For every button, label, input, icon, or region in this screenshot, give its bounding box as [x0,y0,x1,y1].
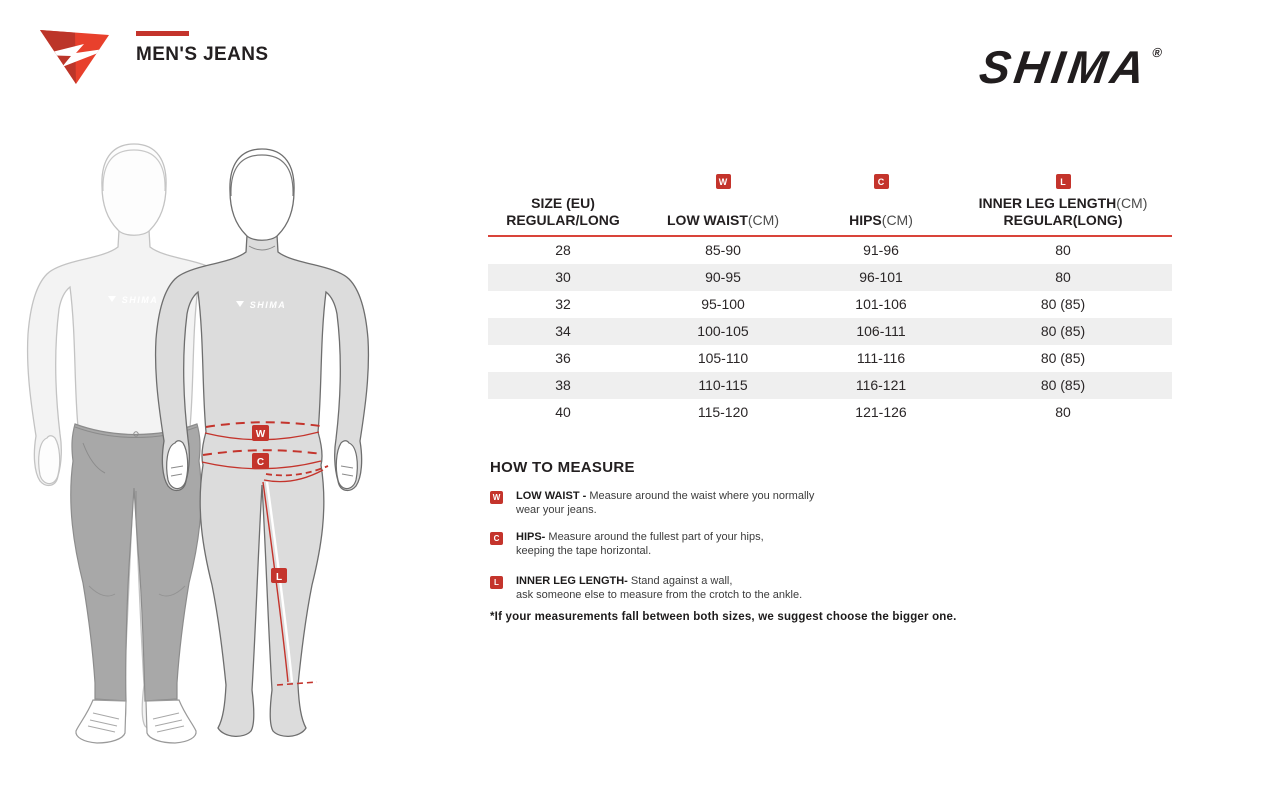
table-row [488,264,1172,291]
inner-leg-text2: ask someone else to measure from the crotch to the ankle. [516,588,803,601]
table-row [488,372,1172,399]
size-footnote: *If your measurements fall between both sizes, we suggest choose the bigger one. [490,611,957,623]
shima-wordmark [976,40,1264,94]
how-to-measure-section [490,459,1070,623]
back-shoe-right [146,700,196,743]
page-title: MEN'S JEANS [136,44,269,65]
svg-text:W: W [255,429,266,440]
waist-badge [252,425,269,441]
svg-text:L: L [275,572,283,583]
table-cell: 38 [555,377,571,393]
table-row [488,399,1172,426]
table-cell: 106-111 [856,323,906,339]
front-hand-left [167,441,188,489]
table-row [488,291,1172,318]
table-cell: 30 [555,269,571,285]
table-cell: 80 (85) [1040,296,1086,312]
page-title-block [136,31,268,66]
brand-triangle-logo [38,26,112,88]
column-header-inner-leg: INNER LEG LENGTH(CM) REGULAR(LONG) [978,195,1148,228]
table-cell: 80 (85) [1040,350,1086,366]
measurement-figure [25,128,437,778]
measure-item-hips [490,531,1070,558]
table-cell: 80 [1055,269,1071,285]
registered-mark: ® [1151,45,1163,60]
hips-label: HIPS- [516,531,546,543]
hips-text: Measure around the fullest part of your hips, [548,531,764,543]
table-cell: 91-96 [863,242,899,258]
svg-text:C: C [256,457,265,468]
table-cell: 95-100 [701,296,745,312]
table-cell: 28 [555,242,571,258]
back-shoe-left [76,700,126,743]
table-cell: 80 [1055,242,1071,258]
inner-leg-text: Stand against a wall, [630,575,733,587]
table-cell: 121-126 [855,404,907,420]
leg-badge [271,568,287,583]
how-to-measure-heading: HOW TO MEASURE [490,459,635,476]
table-cell: 36 [555,350,571,366]
low-waist-text: Measure around the waist where you normally [589,490,815,502]
table-row [488,237,1172,264]
table-cell: 85-90 [705,242,741,258]
back-chest-logo: SHIMA [121,295,159,305]
inner-leg-badge-item: L [490,576,503,589]
table-cell: 111-116 [856,350,906,366]
brand-name: SHIMA [976,41,1152,93]
waist-column-badge: W [716,174,731,189]
column-header-hips: HIPS(CM) [849,212,913,228]
table-badge-row [488,174,1172,190]
table-cell: 105-110 [697,350,749,366]
table-cell: 115-120 [697,404,749,420]
table-cell: 40 [555,404,571,420]
table-cell: 80 (85) [1040,323,1086,339]
measure-item-low-waist [490,490,1070,517]
column-header-low-waist: LOW WAIST(CM) [667,212,779,228]
front-chest-logo: SHIMA [249,300,287,310]
inner-leg-label: INNER LEG LENGTH- [516,575,628,587]
table-row [488,345,1172,372]
figure-illustration [25,128,437,778]
low-waist-text2: wear your jeans. [516,503,597,516]
low-waist-label: LOW WAIST - [516,490,587,502]
table-cell: 34 [555,323,571,339]
hips-badge [252,453,269,469]
size-table [488,174,1172,426]
table-cell: 116-121 [855,377,907,393]
measure-item-inner-leg [490,575,1070,602]
table-cell: 80 (85) [1040,377,1086,393]
table-cell: 32 [555,296,571,312]
hips-column-badge: C [874,174,889,189]
hips-text2: keeping the tape horizontal. [516,544,652,557]
title-accent-bar [136,31,189,36]
front-hand-right [336,441,357,489]
column-header-size: SIZE (EU) REGULAR/LONG [506,195,620,228]
leg-column-badge: L [1056,174,1071,189]
table-cell: 80 [1055,404,1071,420]
front-figure [156,149,369,736]
size-table-rows [488,237,1172,426]
table-cell: 100-105 [697,323,749,339]
table-header-row [488,195,1172,237]
low-waist-badge: W [490,491,503,504]
table-row [488,318,1172,345]
back-hand-left [39,436,60,484]
table-cell: 101-106 [855,296,907,312]
table-cell: 110-115 [698,377,748,393]
table-cell: 90-95 [705,269,741,285]
table-cell: 96-101 [859,269,903,285]
hips-badge-item: C [490,532,503,545]
